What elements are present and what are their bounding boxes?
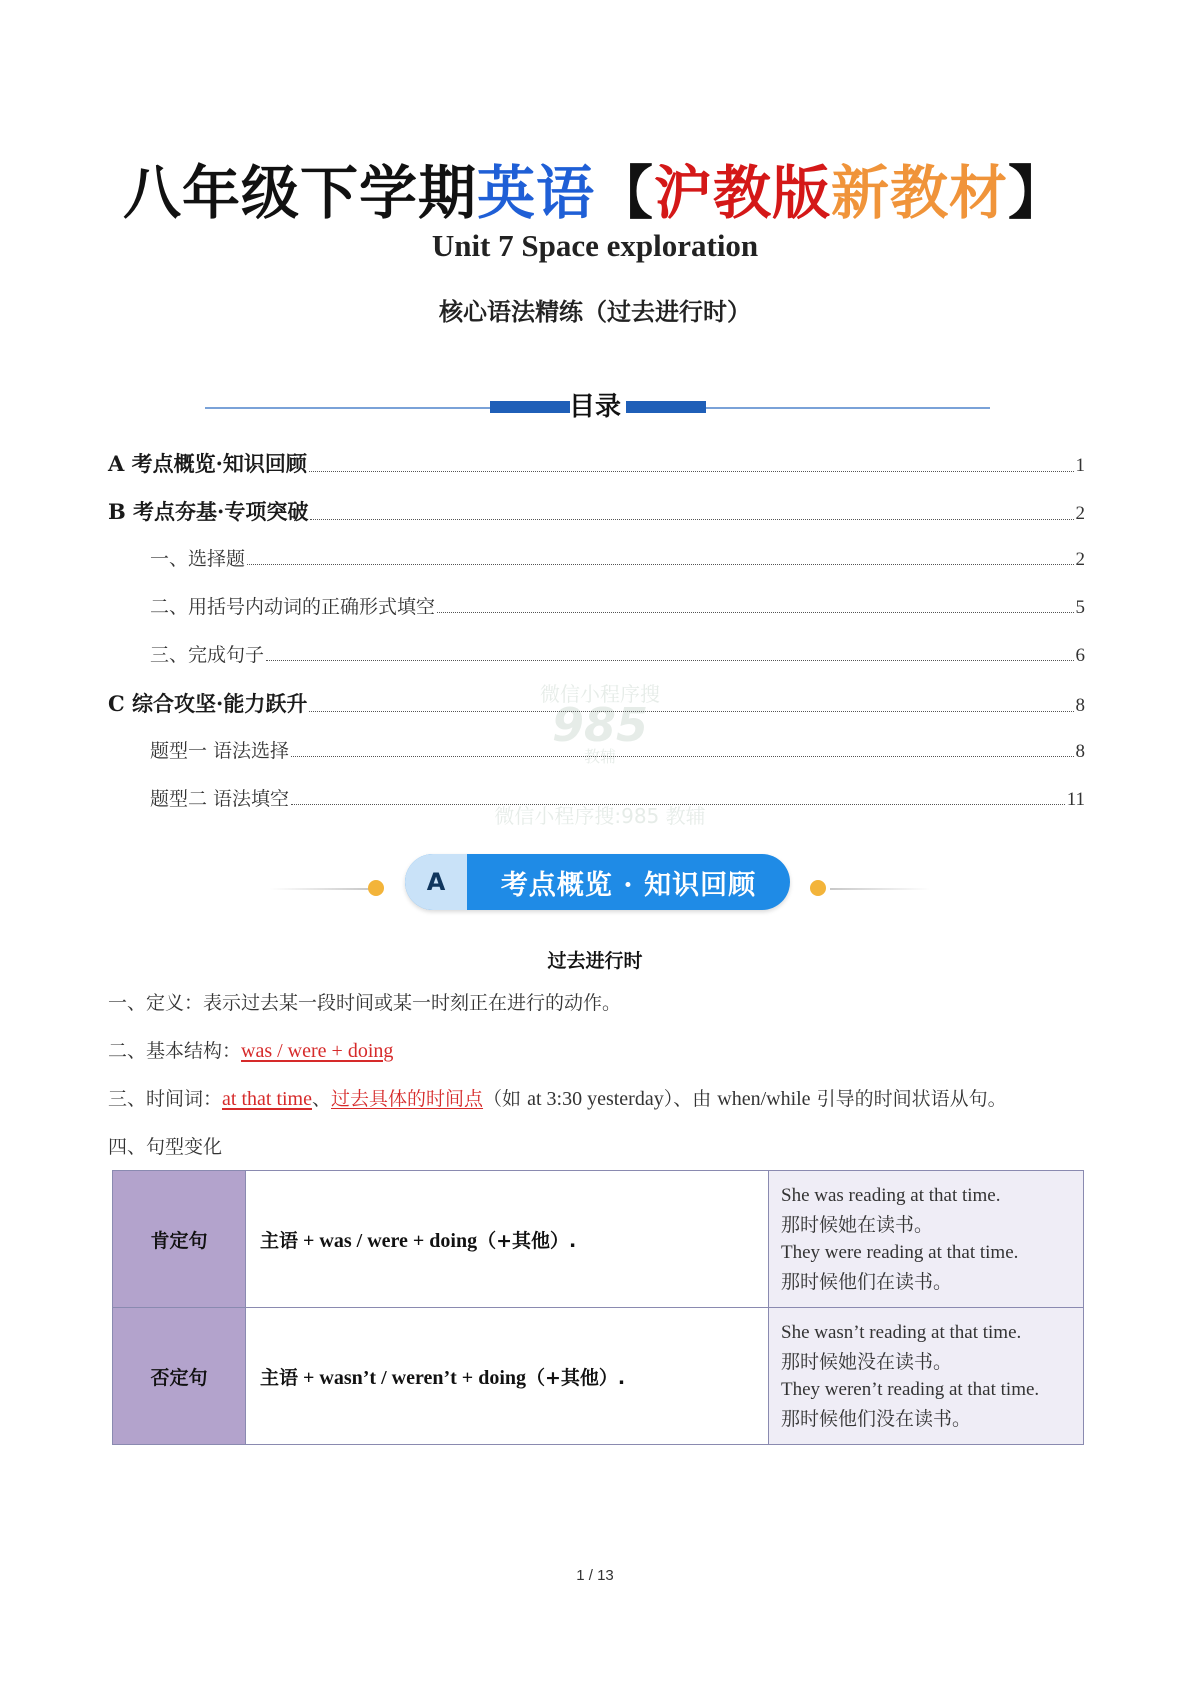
row-examples <box>769 1308 1084 1445</box>
toc-item-page: 2 <box>1075 503 1085 524</box>
toc-item-c[interactable] <box>108 688 1085 718</box>
banner-dot-left <box>368 880 384 896</box>
banner-line-right <box>830 888 930 890</box>
time-words-line <box>108 1084 1007 1111</box>
row-structure <box>246 1171 769 1308</box>
toc-item-label: 题型二 语法填空 <box>150 788 290 810</box>
banner-line-left <box>270 888 370 890</box>
title-subject: 英语 <box>476 159 595 227</box>
title-edition: 沪教版 <box>654 159 832 227</box>
content-title: 过去进行时 <box>547 950 643 972</box>
watermark-number: 985 <box>551 698 649 752</box>
row-structure <box>246 1308 769 1445</box>
time-word-answer-2: 过去具体的时间点 <box>331 1088 484 1110</box>
section-banner-text: 考点概览 · 知识回顾 <box>500 869 757 901</box>
definition-text: 表示过去某一段时间或某一时刻正在进行的动作。 <box>203 992 622 1014</box>
toc-item-label: B 考点夯基·专项突破 <box>108 499 309 524</box>
title-grade: 八年级下学期 <box>122 159 477 227</box>
page-number: 1 / 13 <box>576 1567 614 1584</box>
structure-tail: （+其他）. <box>526 1366 626 1389</box>
structure-verb: + wasn’t / weren’t + doing <box>298 1366 526 1389</box>
toc-item-b[interactable] <box>108 496 1085 526</box>
toc-item-label: C 综合攻坚·能力跃升 <box>108 691 308 716</box>
table-row <box>113 1308 1084 1445</box>
toc-leader-dots <box>310 519 1073 520</box>
toc-item-page: 8 <box>1075 741 1085 762</box>
title-bracket-close: 】 <box>1008 159 1068 227</box>
section-banner-letter: A <box>405 854 467 910</box>
toc-item-page: 5 <box>1075 597 1085 618</box>
example-en-2: They weren’t reading at that time. <box>781 1379 1040 1400</box>
toc-item-b3[interactable] <box>150 640 1085 667</box>
structure-tail: （+其他）. <box>477 1229 577 1252</box>
structure-line <box>108 1036 393 1063</box>
unit-subtitle: Unit 7 Space exploration <box>431 228 759 263</box>
time-word-answer-1: at that time <box>222 1088 312 1110</box>
example-en-1: She wasn’t reading at that time. <box>781 1322 1022 1343</box>
time-words-conj: when/while <box>717 1088 811 1110</box>
example-zh-2: 那时候他们没在读书。 <box>781 1407 972 1430</box>
structure-subject: 主语 <box>260 1229 299 1252</box>
toc-heading: 目录 <box>568 392 621 422</box>
sentence-change-label: 四、句型变化 <box>108 1136 223 1158</box>
time-words-example: at 3:30 yesterday <box>527 1088 664 1110</box>
toc-item-label: 二、用括号内动词的正确形式填空 <box>150 596 436 618</box>
toc-item-page: 2 <box>1075 549 1085 570</box>
toc-item-label: 题型一 语法选择 <box>150 740 290 762</box>
structure-label: 二、基本结构： <box>108 1040 242 1062</box>
watermark-sub: 教辅 <box>583 747 616 766</box>
title-new-textbook: 新教材 <box>831 159 1009 227</box>
toc-leader-dots <box>309 711 1073 712</box>
row-examples <box>769 1171 1084 1308</box>
toc-leader-dots <box>309 471 1074 472</box>
watermark-bottom: 微信小程序搜:985 教辅 <box>494 804 706 828</box>
toc-item-page: 1 <box>1075 455 1085 476</box>
document-title <box>0 146 1190 230</box>
definition-line <box>108 988 621 1015</box>
definition-label: 一、定义： <box>108 992 204 1014</box>
banner-dot-right <box>810 880 826 896</box>
section-banner <box>405 854 790 910</box>
toc-item-label: 一、选择题 <box>150 548 246 570</box>
toc-leader-dots <box>247 564 1073 565</box>
time-words-rest-e: 引导的时间状语从句。 <box>810 1088 1007 1110</box>
toc-leader-dots <box>266 660 1073 661</box>
toc-leader-dots <box>291 804 1065 805</box>
time-words-label: 三、时间词： <box>108 1088 223 1110</box>
example-zh-2: 那时候他们在读书。 <box>781 1270 953 1293</box>
watermark-top: 微信小程序搜 <box>540 682 660 706</box>
toc-item-page: 11 <box>1066 789 1085 810</box>
example-zh-1: 那时候她在读书。 <box>781 1213 934 1236</box>
row-type-affirmative: 肯定句 <box>113 1171 246 1308</box>
sentence-pattern-table <box>112 1170 1084 1445</box>
row-type-negative: 否定句 <box>113 1308 246 1445</box>
example-zh-1: 那时候她没在读书。 <box>781 1350 953 1373</box>
toc-item-a[interactable] <box>108 448 1085 478</box>
structure-subject: 主语 <box>260 1366 299 1389</box>
toc-item-c2[interactable] <box>150 784 1085 811</box>
toc-leader-dots <box>291 756 1073 757</box>
topic-subtitle: 核心语法精练（过去进行时） <box>439 298 751 326</box>
title-bracket-open: 【 <box>594 159 654 227</box>
structure-verb: + was / were + doing <box>298 1229 478 1252</box>
toc-item-page: 8 <box>1075 695 1085 716</box>
table-row <box>113 1171 1084 1308</box>
time-words-sep: 、 <box>312 1088 332 1110</box>
time-words-rest-a: （如 <box>483 1088 528 1110</box>
toc-item-b2[interactable] <box>150 592 1085 619</box>
time-words-rest-c: ）、由 <box>663 1088 718 1110</box>
example-en-2: They were reading at that time. <box>781 1242 1019 1263</box>
example-en-1: She was reading at that time. <box>781 1185 1001 1206</box>
toc-item-b1[interactable] <box>150 544 1085 571</box>
toc-item-label: 三、完成句子 <box>150 644 265 666</box>
toc-item-page: 6 <box>1075 645 1085 666</box>
toc-leader-dots <box>437 612 1073 613</box>
toc-item-label: A 考点概览·知识回顾 <box>108 451 307 476</box>
toc-item-c1[interactable] <box>150 736 1085 763</box>
structure-answer: was / were + doing <box>241 1040 394 1062</box>
